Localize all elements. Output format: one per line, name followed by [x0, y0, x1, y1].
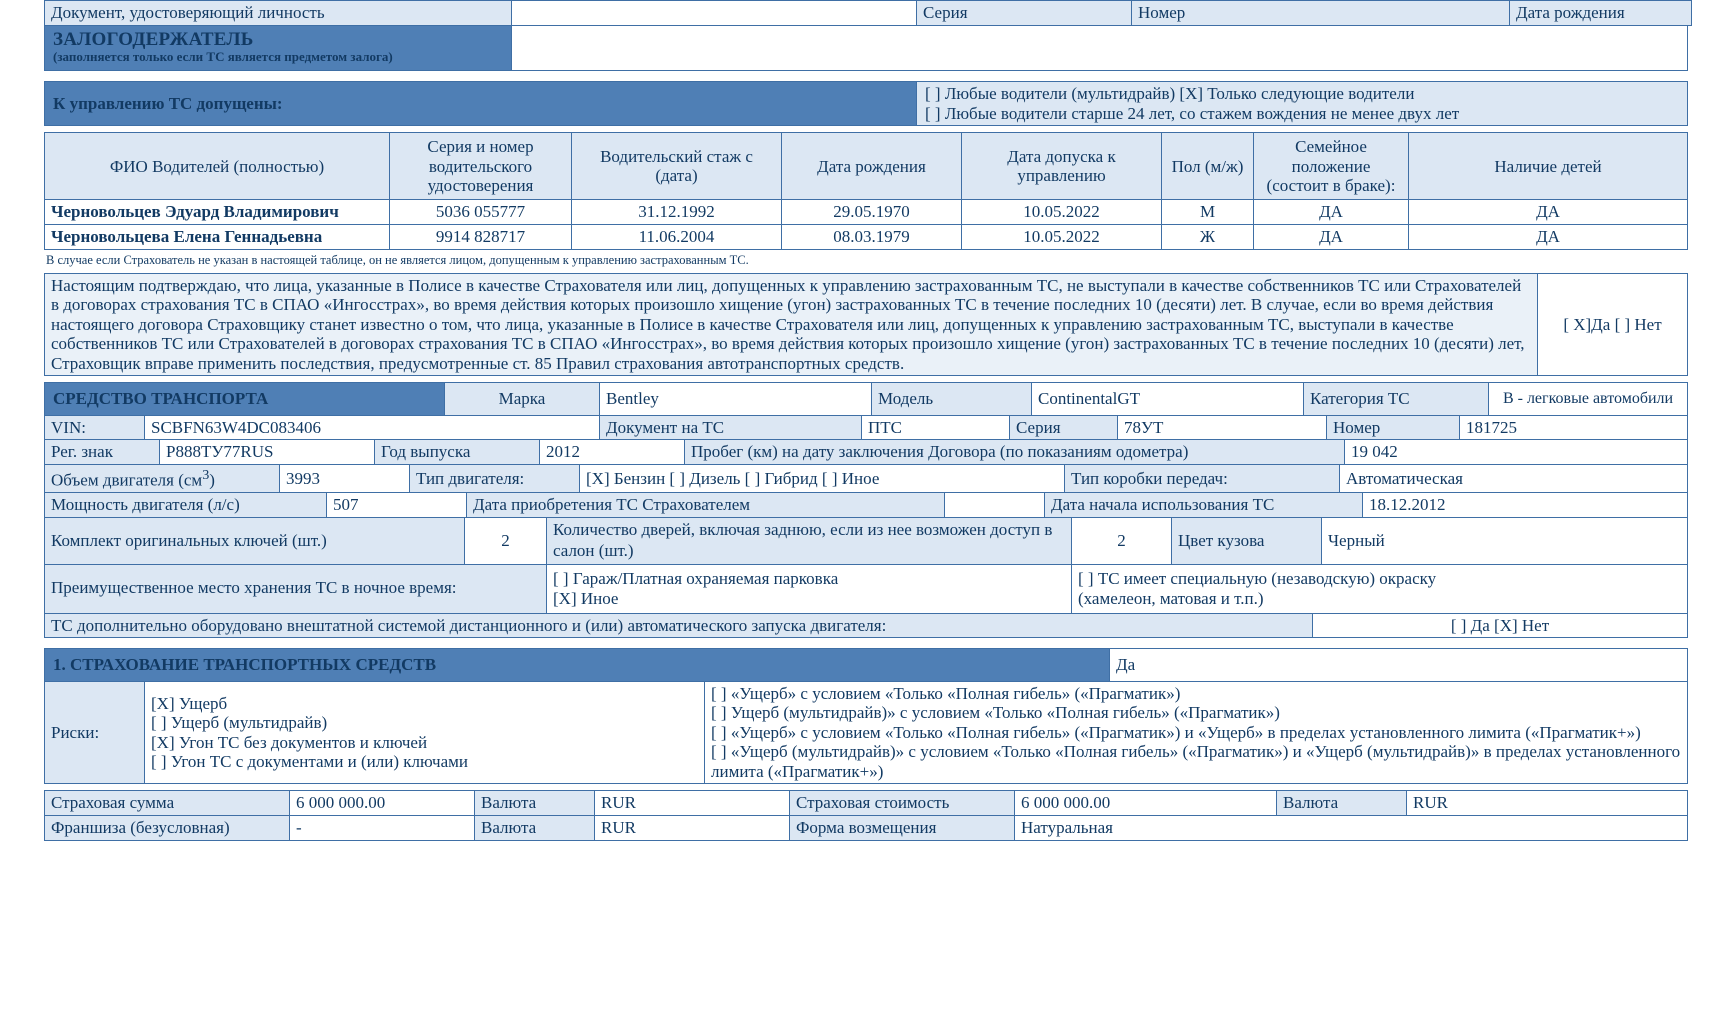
sums-table [44, 790, 1688, 840]
table-row [45, 681, 1688, 784]
table-row [45, 383, 1688, 416]
currency-label: Валюта [475, 791, 595, 816]
driver-children: ДА [1409, 224, 1688, 249]
risks-label: Риски: [45, 681, 145, 784]
vehicle-doc-number-value: 181725 [1460, 415, 1688, 440]
driver-name: Черновольцева Елена Геннадьевна [45, 224, 390, 249]
risk-option[interactable]: [X] Угон ТС без документов и ключей [151, 732, 428, 752]
storage-option-2[interactable]: [X] Иное [553, 588, 619, 608]
franchise-value: - [290, 816, 475, 841]
drivers-admitted-table [44, 81, 1688, 126]
table-row [45, 816, 1688, 841]
brand-value: Bentley [600, 383, 872, 416]
declaration-table [44, 273, 1688, 377]
vehicle-engine-table [44, 464, 1688, 493]
doors-label: Количество дверей, включая заднюю, если из нее возможен доступ в салон (шт.) [547, 517, 1072, 564]
keys-label: Комплект оригинальных ключей (шт.) [45, 517, 465, 564]
table-row [45, 1, 1692, 26]
risk-option[interactable]: [ ] «Ущерб» с условием «Только «Полная гибель» («Прагматик») [711, 683, 1181, 703]
driver-license: 5036 055777 [390, 200, 572, 225]
special-paint-options [1072, 564, 1688, 613]
driver-birthdate: 08.03.1979 [782, 224, 962, 249]
col-header-experience: Водительский стаж с (дата) [572, 133, 782, 200]
driver-gender: М [1162, 200, 1254, 225]
power-value: 507 [327, 493, 467, 518]
franchise-currency-label: Валюта [475, 816, 595, 841]
engine-type-value[interactable]: [X] Бензин [ ] Дизель [ ] Гибрид [ ] Иное [580, 464, 1065, 492]
declaration-text: Настоящим подтверждаю, что лица, указанные в Полисе в качестве Страхователя или лиц, допущенных к управлению застрахованным ТС, не выступали в качестве собственников ТС или Страхователей в договорах страхования ТС в СПАО «Ингосстрах», во время действия которых произошло хищение (угон) застрахованных ТС в течение последних 10 (десяти) лет. В случае, если во время действия настоящего договора Страховщику станет известно о том, что лица, указанные в Полисе в качестве Страхователя или лиц, допущенных к управлению застрахованным ТС, выступали в качестве собственников ТС или Страхователей в договорах страхования ТС в СПАО «Ингосстрах», во время действия которых произошло хищение (угон) застрахованных ТС в течение последних 10 (десяти) лет, Страховщик вправе применить последствия, предусмотренные ст. 85 Правил страхования автотранспортных средств. [45, 273, 1538, 376]
vehicle-remote-start-table [44, 613, 1688, 639]
storage-option-1[interactable]: [ ] Гараж/Платная охраняемая парковка [553, 569, 839, 589]
gearbox-value: Автоматическая [1340, 464, 1688, 492]
vehicle-keys-table [44, 517, 1688, 565]
year-value: 2012 [540, 440, 685, 465]
table-row [45, 464, 1688, 492]
driver-admission-date: 10.05.2022 [962, 224, 1162, 249]
use-start-label: Дата начала использования ТС [1045, 493, 1363, 518]
drivers-section-label: К управлению ТС допущены: [45, 82, 917, 126]
risk-option[interactable]: [ ] Ущерб (мультидрайв) [151, 713, 328, 733]
currency-value: RUR [595, 791, 790, 816]
table-row [45, 224, 1688, 249]
year-label: Год выпуска [375, 440, 540, 465]
risks-left-column [145, 681, 705, 784]
franchise-currency-value: RUR [595, 816, 790, 841]
pledgee-title: ЗАЛОГОДЕРЖАТЕЛЬ [53, 28, 254, 50]
insurance-section-table [44, 648, 1688, 682]
driver-name: Черновольцев Эдуард Владимирович [45, 200, 390, 225]
vehicle-doc-series-label: Серия [1010, 415, 1118, 440]
spacer [44, 71, 1688, 81]
driver-marital: ДА [1254, 200, 1409, 225]
table-row [45, 791, 1688, 816]
table-row [45, 25, 1688, 71]
storage-options [547, 564, 1072, 613]
mileage-value: 19 042 [1345, 440, 1688, 465]
vehicle-doc-number-label: Номер [1327, 415, 1460, 440]
gearbox-label: Тип коробки передач: [1065, 464, 1340, 492]
drivers-options [917, 82, 1688, 126]
use-start-value: 18.12.2012 [1363, 493, 1688, 518]
sum-label: Страховая сумма [45, 791, 290, 816]
col-header-fio: ФИО Водителей (полностью) [45, 133, 390, 200]
number-label: Номер [1132, 1, 1510, 26]
table-row [45, 415, 1688, 440]
special-paint-line-2: (хамелеон, матовая и т.п.) [1078, 588, 1264, 608]
driver-children: ДА [1409, 200, 1688, 225]
purchase-date-value [945, 493, 1045, 518]
drivers-option-2[interactable]: [ ] Любые водители старше 24 лет, со стажем вождения не менее двух лет [925, 103, 1460, 123]
franchise-label: Франшиза (безусловная) [45, 816, 290, 841]
engine-type-label: Тип двигателя: [410, 464, 580, 492]
brand-label: Марка [445, 383, 600, 416]
remote-start-value[interactable]: [ ] Да [X] Нет [1313, 613, 1688, 638]
table-row [45, 613, 1688, 638]
vehicle-vin-table [44, 415, 1688, 441]
vehicle-table [44, 382, 1688, 416]
risk-option[interactable]: [ ] Ущерб (мультидрайв)» с условием «Только «Полная гибель» («Прагматик») [711, 703, 1280, 723]
model-value: ContinentalGT [1032, 383, 1304, 416]
cost-value: 6 000 000.00 [1015, 791, 1277, 816]
series-label: Серия [917, 1, 1132, 26]
col-header-children: Наличие детей [1409, 133, 1688, 200]
pledgee-table [44, 25, 1688, 72]
engine-volume-value: 3993 [280, 464, 410, 492]
table-row [45, 493, 1688, 518]
table-row [45, 200, 1688, 225]
mileage-label: Пробег (км) на дату заключения Договора (по показаниям одометра) [685, 440, 1345, 465]
vin-value: SCBFN63W4DC083406 [145, 415, 600, 440]
category-label: Категория ТС [1304, 383, 1489, 416]
plate-value: Р888ТУ77RUS [160, 440, 375, 465]
document-body [44, 0, 1688, 841]
vehicle-plate-table [44, 439, 1688, 465]
compensation-label: Форма возмещения [790, 816, 1015, 841]
table-header-row [45, 133, 1688, 200]
driver-admission-date: 10.05.2022 [962, 200, 1162, 225]
remote-start-label: ТС дополнительно оборудовано внештатной системой дистанционного и (или) автоматического запуска двигателя: [45, 613, 1313, 638]
col-header-license: Серия и номер водительского удостоверения [390, 133, 572, 200]
table-row [45, 82, 1688, 126]
col-header-admission-date: Дата допуска к управлению [962, 133, 1162, 200]
vehicle-section-title: СРЕДСТВО ТРАНСПОРТА [45, 383, 445, 416]
pledgee-value [512, 25, 1688, 71]
risks-right-column [705, 681, 1688, 784]
driver-marital: ДА [1254, 224, 1409, 249]
sum-value: 6 000 000.00 [290, 791, 475, 816]
driver-license: 9914 828717 [390, 224, 572, 249]
risk-option[interactable]: [ ] «Ущерб» с условием «Только «Полная гибель» («Прагматик») и «Ущерб» в пределах установленного лимита («Прагматик+») [711, 722, 1641, 742]
risks-table [44, 681, 1688, 785]
purchase-date-label: Дата приобретения ТС Страхователем [467, 493, 945, 518]
compensation-value: Натуральная [1015, 816, 1688, 841]
drivers-footnote: В случае если Страхователь не указан в настоящей таблице, он не является лицом, допущенным к управлению застрахованным ТС. [46, 252, 749, 267]
special-paint-line-1[interactable]: [ ] ТС имеет специальную (незаводскую) окраску [1078, 569, 1437, 589]
drivers-list-table [44, 132, 1688, 249]
col-header-gender: Пол (м/ж) [1162, 133, 1254, 200]
engine-volume-label: Объем двигателя $(см^3)$ [45, 464, 280, 492]
plate-label: Рег. знак [45, 440, 160, 465]
table-row [45, 517, 1688, 564]
declaration-answer[interactable]: [ X]Да [ ] Нет [1538, 273, 1688, 376]
driver-experience: 11.06.2004 [572, 224, 782, 249]
insurance-section-title: 1. СТРАХОВАНИЕ ТРАНСПОРТНЫХ СРЕДСТВ [45, 649, 1110, 682]
vehicle-doc-label: Документ на ТС [600, 415, 862, 440]
model-label: Модель [872, 383, 1032, 416]
table-row [45, 273, 1688, 376]
vehicle-storage-table [44, 564, 1688, 614]
power-label: Мощность двигателя (л/с) [45, 493, 327, 518]
pledgee-subtitle: (заполняется только если ТС является предметом залога) [53, 49, 393, 65]
spacer [44, 638, 1688, 648]
driver-birthdate: 29.05.1970 [782, 200, 962, 225]
vehicle-power-table [44, 492, 1688, 518]
risk-option[interactable]: [ ] «Ущерб (мультидрайв)» с условием «Только «Полная гибель» («Прагматик») и «Ущерб (мультидрайв)» в пределах установленного лимита («Прагматик+») [711, 742, 1681, 781]
color-value: Черный [1322, 517, 1688, 564]
storage-label: Преимущественное место хранения ТС в ночное время: [45, 564, 547, 613]
table-row [45, 564, 1688, 613]
drivers-option-1[interactable]: [ ] Любые водители (мультидрайв) [X] Только следующие водители [925, 84, 1415, 104]
birthdate-label: Дата рождения [1510, 1, 1692, 26]
insurance-section-value: Да [1110, 649, 1688, 682]
table-row [45, 649, 1688, 682]
identity-doc-value [512, 1, 917, 26]
driver-experience: 31.12.1992 [572, 200, 782, 225]
risk-option[interactable]: [X] Ущерб [151, 693, 228, 713]
pledgee-section [45, 25, 512, 71]
vehicle-doc-value: ПТС [862, 415, 1010, 440]
cost-label: Страховая стоимость [790, 791, 1015, 816]
cost-currency-value: RUR [1407, 791, 1688, 816]
risk-option[interactable]: [ ] Угон ТС с документами и (или) ключами [151, 752, 469, 772]
driver-gender: Ж [1162, 224, 1254, 249]
col-header-marital: Семейное положение (состоит в браке): [1254, 133, 1409, 200]
color-label: Цвет кузова [1172, 517, 1322, 564]
vehicle-doc-series-value: 78УТ [1118, 415, 1327, 440]
identity-doc-label: Документ, удостоверяющий личность [45, 1, 512, 26]
vin-label: VIN: [45, 415, 145, 440]
category-value: В - легковые автомобили [1489, 383, 1688, 416]
table-row [45, 440, 1688, 465]
doors-value: 2 [1072, 517, 1172, 564]
col-header-birthdate: Дата рождения [782, 133, 962, 200]
cost-currency-label: Валюта [1277, 791, 1407, 816]
keys-value: 2 [465, 517, 547, 564]
identity-document-table [44, 0, 1692, 26]
